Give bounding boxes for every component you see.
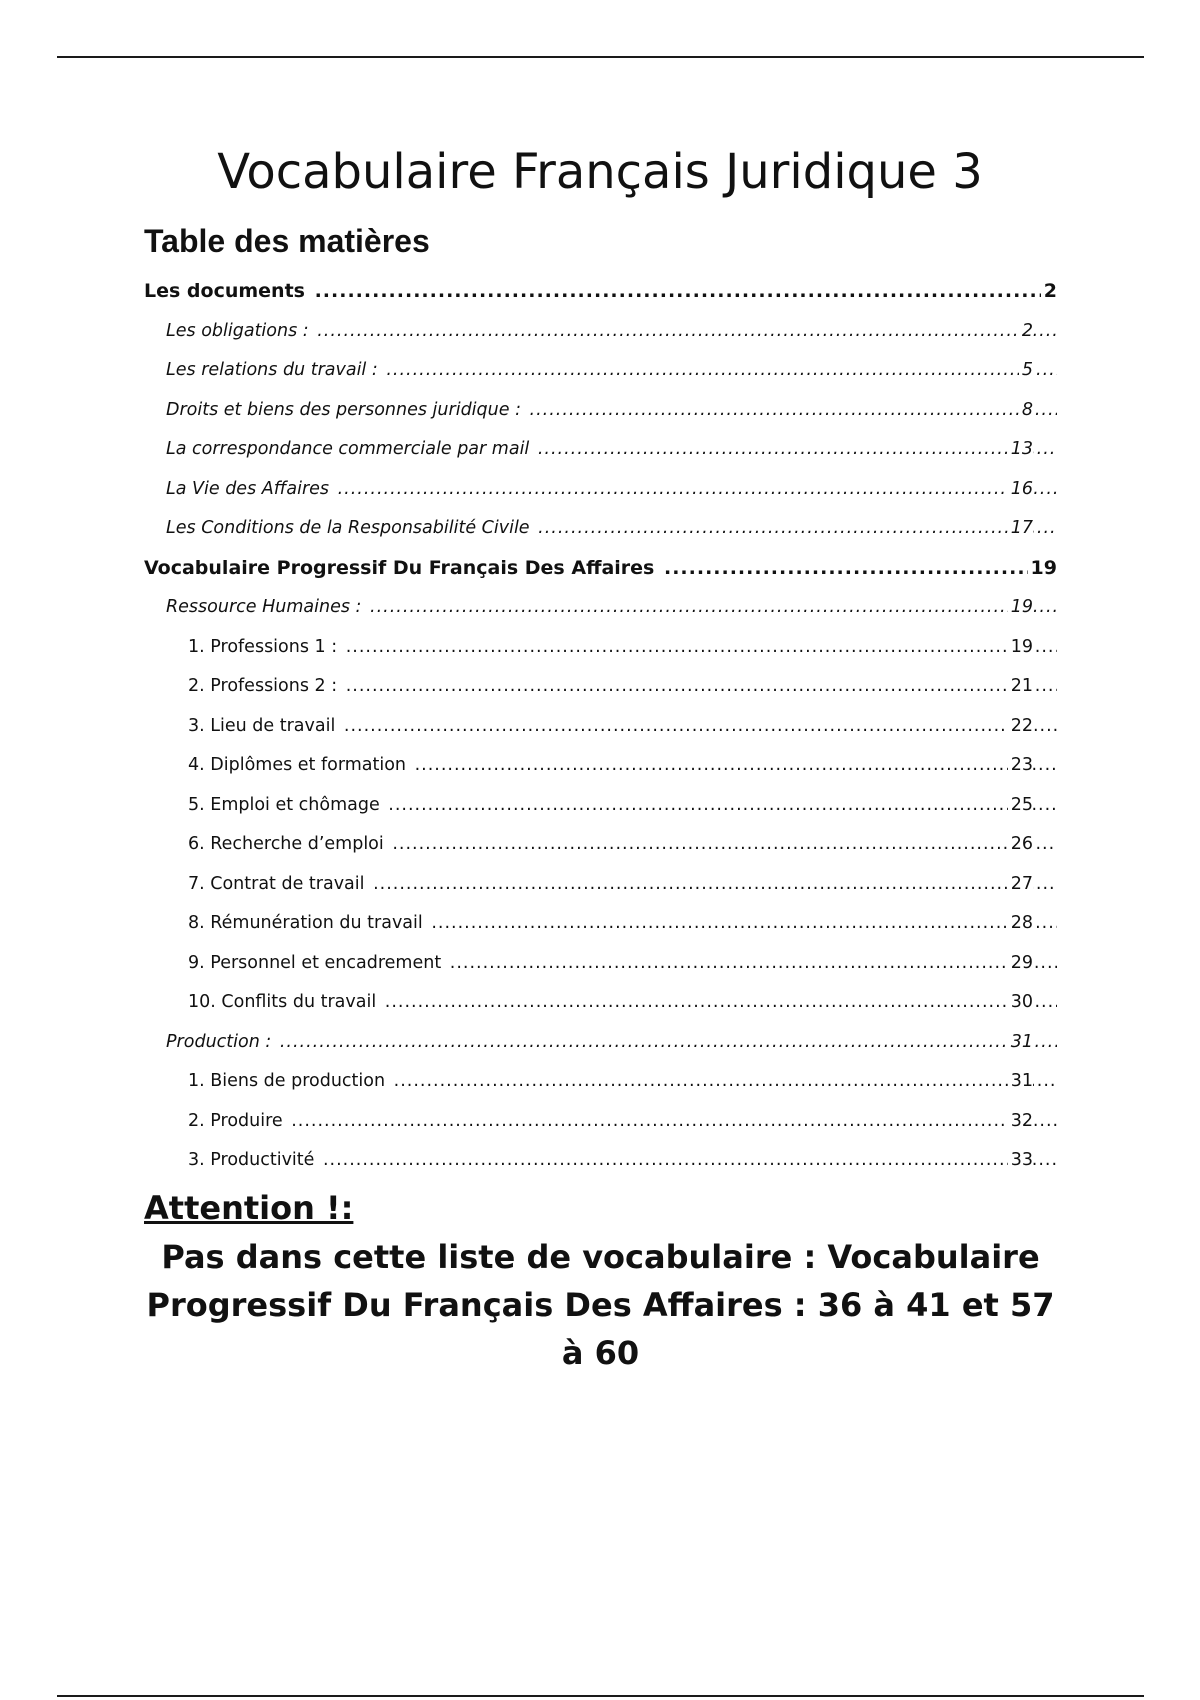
toc-entry[interactable]: [144, 944, 1057, 984]
toc-entry[interactable]: [144, 470, 1057, 510]
toc-entry[interactable]: [144, 430, 1057, 470]
toc-entry[interactable]: [144, 312, 1057, 352]
toc-entry-title: Les Conditions de la Responsabilité Civile: [166, 518, 530, 538]
header-rule: [57, 56, 1144, 58]
toc-entry-page-number: 25: [1008, 786, 1033, 826]
table-of-contents: [144, 272, 1057, 1181]
toc-entry-page-number: 16: [1008, 470, 1033, 510]
toc-entry[interactable]: [144, 983, 1057, 1023]
toc-entry[interactable]: [144, 509, 1057, 549]
toc-entry[interactable]: [144, 1062, 1057, 1102]
toc-entry-title: Les obligations :: [166, 320, 309, 341]
toc-entry-page-number: 19: [1008, 628, 1033, 668]
toc-entry[interactable]: [144, 904, 1057, 944]
toc-entry-page-number: 31: [1008, 1062, 1033, 1102]
footer-rule: [57, 1695, 1144, 1697]
toc-entry-page-number: 26: [1008, 825, 1033, 865]
toc-entry-page-number: 23: [1008, 746, 1033, 786]
toc-entry[interactable]: [144, 1141, 1057, 1181]
toc-entry-page-number: 21: [1008, 667, 1033, 707]
toc-entry[interactable]: [144, 707, 1057, 747]
toc-entry-title: 8. Rémunération du travail: [188, 913, 423, 933]
toc-entry[interactable]: [144, 786, 1057, 826]
toc-entry-page-number: 33: [1008, 1141, 1033, 1181]
toc-entry-title: Ressource Humaines :: [166, 597, 362, 617]
toc-entry[interactable]: [144, 588, 1057, 628]
toc-entry-title: La Vie des Affaires: [166, 478, 330, 499]
toc-entry-title: 3. Productivité: [188, 1150, 315, 1170]
toc-entry[interactable]: [144, 667, 1057, 707]
toc-entry[interactable]: [144, 549, 1057, 589]
attention-label: Attention !:: [144, 1189, 354, 1227]
toc-entry-title: Vocabulaire Progressif Du Français Des Affaires: [144, 556, 655, 579]
toc-entry-title: Droits et biens des personnes juridique :: [166, 399, 521, 420]
toc-entry-page-number: 30: [1008, 983, 1033, 1023]
toc-entry-title: 7. Contrat de travail: [188, 873, 365, 894]
toc-entry-title: 5. Emploi et chômage: [188, 794, 380, 815]
toc-entry[interactable]: [144, 746, 1057, 786]
toc-entry-page-number: 13: [1008, 430, 1033, 470]
toc-entry-title: 3. Lieu de travail: [188, 715, 336, 736]
toc-entry-page-number: 27: [1008, 865, 1033, 905]
toc-entry[interactable]: [144, 272, 1057, 312]
toc-entry-page-number: 2: [1019, 312, 1033, 352]
toc-entry[interactable]: [144, 391, 1057, 431]
document-title: Vocabulaire Français Juridique 3: [217, 144, 983, 200]
toc-heading: Table des matières: [144, 223, 430, 259]
toc-entry-title: 4. Diplômes et formation: [188, 755, 407, 775]
toc-entry-page-number: 8: [1019, 391, 1033, 431]
toc-entry-title: 6. Recherche d’emploi: [188, 834, 384, 854]
toc-entry-title: La correspondance commerciale par mail: [166, 439, 530, 459]
toc-entry-title: 2. Produire: [188, 1110, 283, 1131]
toc-entry-page-number: 32: [1008, 1102, 1033, 1142]
toc-entry-page-number: 2: [1041, 272, 1057, 312]
toc-entry-title: Les documents: [144, 280, 305, 302]
toc-entry-page-number: 28: [1008, 904, 1033, 944]
toc-entry-page-number: 19: [1028, 549, 1057, 589]
toc-entry[interactable]: [144, 628, 1057, 668]
toc-entry[interactable]: [144, 1102, 1057, 1142]
toc-entry-title: 2. Professions 2 :: [188, 676, 338, 696]
toc-entry-page-number: 29: [1008, 944, 1033, 984]
toc-entry[interactable]: [144, 825, 1057, 865]
toc-entry-title: Les relations du travail :: [166, 360, 378, 380]
toc-entry-page-number: 22: [1008, 707, 1033, 747]
toc-entry-title: 1. Biens de production: [188, 1071, 386, 1091]
toc-entry[interactable]: [144, 1023, 1057, 1063]
toc-entry-title: 9. Personnel et encadrement: [188, 952, 442, 973]
toc-entry-page-number: 17: [1008, 509, 1033, 549]
toc-entry[interactable]: [144, 351, 1057, 391]
toc-entry-title: 1. Professions 1 :: [188, 636, 338, 657]
toc-entry-page-number: 5: [1019, 351, 1033, 391]
toc-entry-page-number: 19: [1008, 588, 1033, 628]
toc-entry[interactable]: [144, 865, 1057, 905]
toc-entry-title: 10. Conflits du travail: [188, 992, 377, 1012]
attention-note: Pas dans cette liste de vocabulaire : Vocabulaire Progressif Du Français Des Affaires : 36 à 41 et 57 à 60: [146, 1238, 1055, 1372]
toc-entry-title: Production :: [166, 1031, 272, 1052]
toc-entry-page-number: 31: [1008, 1023, 1033, 1063]
